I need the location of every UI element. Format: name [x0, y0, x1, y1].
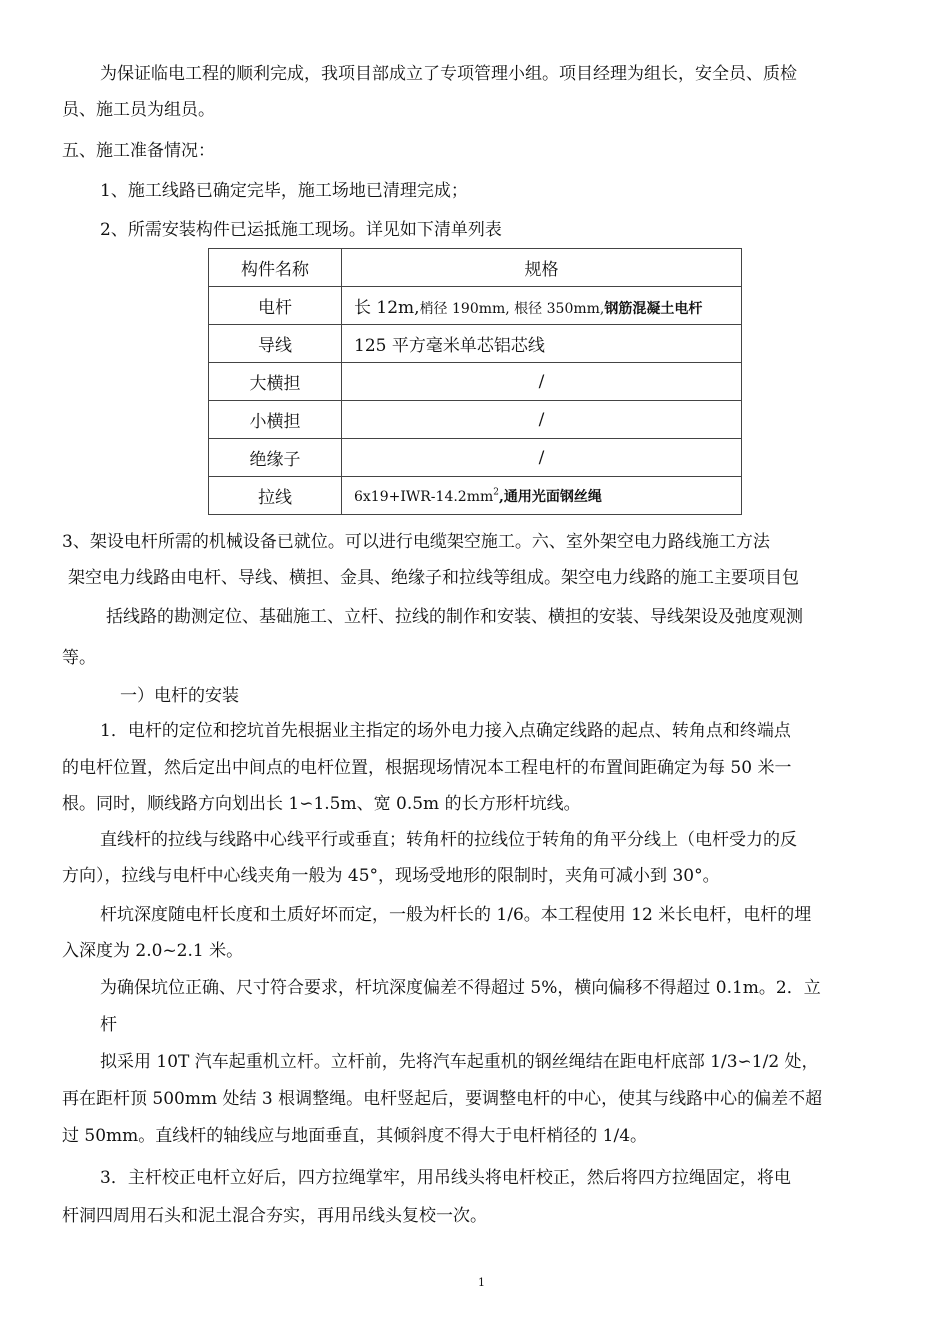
- paragraph-line: 入深度为 2.0~2.1 米。: [62, 941, 244, 961]
- spec-text: 长 12m,: [354, 298, 420, 318]
- section-heading: 五、施工准备情况：: [62, 141, 215, 161]
- paragraph-line: 架空电力线路由电杆、导线、横担、金具、绝缘子和拉线等组成。架空电力线路的施工主要项目包: [68, 568, 799, 588]
- paragraph-line: 方向），拉线与电杆中心线夹角一般为 45°，现场受地形的限制时，夹角可减小到 30°。: [62, 866, 720, 886]
- table-row: [209, 363, 742, 401]
- paragraph-line: 根。同时，顺线路方向划出长 1∽1.5m、宽 0.5m 的长方形杆坑线。: [62, 794, 581, 814]
- table-cell: 125 平方毫米单芯铝芯线: [342, 325, 742, 363]
- spec-text: 梢径 190mm, 根径 350mm,: [419, 301, 605, 317]
- table-cell: [342, 477, 742, 515]
- page-number: 1: [478, 1276, 485, 1289]
- table-cell: [342, 287, 742, 325]
- table-header-row: [209, 249, 742, 287]
- paragraph-line: 为保证临电工程的顺利完成，我项目部成立了专项管理小组。项目经理为组长，安全员、质检: [100, 64, 797, 84]
- paragraph-line: 3．主杆校正电杆立好后，四方拉绳掌牢，用吊线头将电杆校正，然后将四方拉绳固定，将电: [100, 1168, 791, 1188]
- table-cell: 导线: [209, 325, 342, 363]
- table-row: [209, 287, 742, 325]
- table-cell: /: [342, 439, 742, 477]
- spec-text: 钢筋混凝土电杆: [604, 301, 703, 317]
- paragraph-line: 再在距杆顶 500mm 处结 3 根调整绳。电杆竖起后，要调整电杆的中心，使其与线路中心的偏差不超: [62, 1089, 823, 1109]
- paragraph-line: 过 50mm。直线杆的轴线应与地面垂直，其倾斜度不得大于电杆梢径的 1/4。: [62, 1126, 648, 1146]
- paragraph-line: 等。: [62, 648, 96, 668]
- component-table: [208, 248, 742, 515]
- table-cell: 绝缘子: [209, 439, 342, 477]
- spec-text: 6x19+IWR-14.2mm: [354, 488, 494, 505]
- spec-text: ,通用光面钢丝绳: [499, 488, 602, 505]
- paragraph-line: 员、施工员为组员。: [62, 100, 215, 120]
- table-cell: /: [342, 363, 742, 401]
- paragraph-line: 杆洞四周用石头和泥土混合夯实，再用吊线头复校一次。: [62, 1206, 487, 1226]
- paragraph-line: 直线杆的拉线与线路中心线平行或垂直；转角杆的拉线位于转角的角平分线上（电杆受力的反: [100, 830, 797, 850]
- table-row: [209, 439, 742, 477]
- paragraph-line: 杆坑深度随电杆长度和土质好坏而定，一般为杆长的 1/6。本工程使用 12 米长电杆，电杆的埋: [100, 905, 812, 925]
- table-cell: 拉线: [209, 477, 342, 515]
- paragraph-line: 为确保坑位正确、尺寸符合要求，杆坑深度偏差不得超过 5%，横向偏移不得超过 0.1m。2．立: [100, 978, 821, 998]
- table-row: [209, 477, 742, 515]
- paragraph-line: 的电杆位置，然后定出中间点的电杆位置，根据现场情况本工程电杆的布置间距确定为每 50 米一: [62, 758, 792, 778]
- list-item: 1、施工线路已确定完毕，施工场地已清理完成；: [100, 181, 468, 201]
- table-header-cell: 规格: [342, 249, 742, 287]
- paragraph-line: 拟采用 10T 汽车起重机立杆。立杆前，先将汽车起重机的钢丝绳结在距电杆底部 1/3∽1/2 处，: [100, 1052, 819, 1072]
- table-cell: /: [342, 401, 742, 439]
- table-cell: 电杆: [209, 287, 342, 325]
- table-cell: 小横担: [209, 401, 342, 439]
- table-row: [209, 401, 742, 439]
- list-item: 2、所需安装构件已运抵施工现场。详见如下清单列表: [100, 220, 502, 240]
- paragraph-line: 1．电杆的定位和挖坑首先根据业主指定的场外电力接入点确定线路的起点、转角点和终端点: [100, 721, 791, 741]
- list-item: 3、架设电杆所需的机械设备已就位。可以进行电缆架空施工。六、室外架空电力路线施工方法: [62, 532, 770, 552]
- spec-superscript: 2: [493, 486, 499, 497]
- paragraph-line: 杆: [100, 1015, 117, 1035]
- paragraph-line: 括线路的勘测定位、基础施工、立杆、拉线的制作和安装、横担的安装、导线架设及弛度观测: [106, 607, 803, 627]
- table-row: [209, 325, 742, 363]
- subsection-heading: 一）电杆的安装: [120, 686, 239, 706]
- table-header-cell: 构件名称: [209, 249, 342, 287]
- table-cell: 大横担: [209, 363, 342, 401]
